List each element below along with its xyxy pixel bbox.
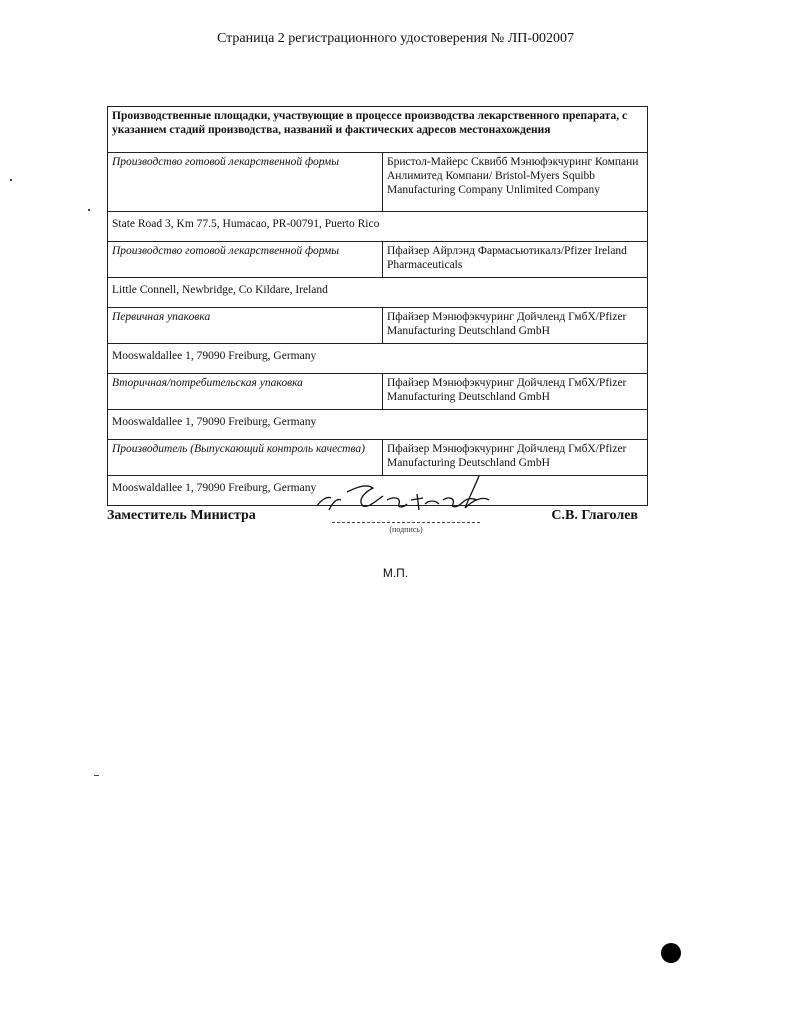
company-cell: Бристол-Майерс Сквибб Мэнюфэкчуринг Компани Анлимитед Компани/ Bristol-Myers Squibb Manufacturing Company Unlimited Company [383, 153, 648, 212]
table-row [108, 153, 648, 212]
table-heading: Производственные площадки, участвующие в процессе производства лекарственного препарата, с указанием стадий производства, названий и фактических адресов местонахождения [108, 107, 648, 153]
stage-cell: Вторичная/потребительская упаковка [108, 374, 383, 410]
handwritten-signature [307, 470, 507, 522]
table-row [108, 410, 648, 440]
stage-cell: Производитель (Выпускающий контроль качества) [108, 440, 383, 476]
production-sites-table [107, 106, 648, 506]
signature-block [107, 470, 648, 540]
signature-line [332, 522, 480, 523]
stage-cell: Производство готовой лекарственной формы [108, 242, 383, 278]
table-row [108, 212, 648, 242]
scan-speck [88, 209, 90, 211]
address-cell: Mooswaldallee 1, 79090 Freiburg, Germany [108, 476, 648, 506]
page-title: Страница 2 регистрационного удостоверения № ЛП-002007 [216, 31, 575, 46]
table-row [108, 374, 648, 410]
scan-dot [661, 943, 681, 963]
company-cell: Пфайзер Мэнюфэкчуринг Дойчленд ГмбХ/Pfizer Manufacturing Deutschland GmbH [383, 440, 648, 476]
stage-cell: Производство готовой лекарственной формы [108, 153, 383, 212]
address-cell: Little Connell, Newbridge, Co Kildare, Ireland [108, 278, 648, 308]
table-row [108, 242, 648, 278]
signatory-name: С.В. Глаголев [551, 508, 638, 523]
table-row [108, 344, 648, 374]
scan-speck [94, 775, 99, 776]
address-cell: Mooswaldallee 1, 79090 Freiburg, Germany [108, 410, 648, 440]
signature-caption: (подпись) [389, 525, 423, 534]
company-cell: Пфайзер Мэнюфэкчуринг Дойчленд ГмбХ/Pfizer Manufacturing Deutschland GmbH [383, 308, 648, 344]
address-cell: Mooswaldallee 1, 79090 Freiburg, Germany [108, 344, 648, 374]
stage-cell: Первичная упаковка [108, 308, 383, 344]
table-row [108, 278, 648, 308]
company-cell: Пфайзер Айрлэнд Фармасьютикалз/Pfizer Ireland Pharmaceuticals [383, 242, 648, 278]
scan-speck [10, 179, 12, 181]
company-cell: Пфайзер Мэнюфэкчуринг Дойчленд ГмбХ/Pfizer Manufacturing Deutschland GmbH [383, 374, 648, 410]
address-cell: State Road 3, Km 77.5, Humacao, PR-00791, Puerto Rico [108, 212, 648, 242]
stamp-place-label: М.П. [382, 566, 409, 580]
signatory-title: Заместитель Министра [107, 508, 256, 523]
table-row [108, 308, 648, 344]
